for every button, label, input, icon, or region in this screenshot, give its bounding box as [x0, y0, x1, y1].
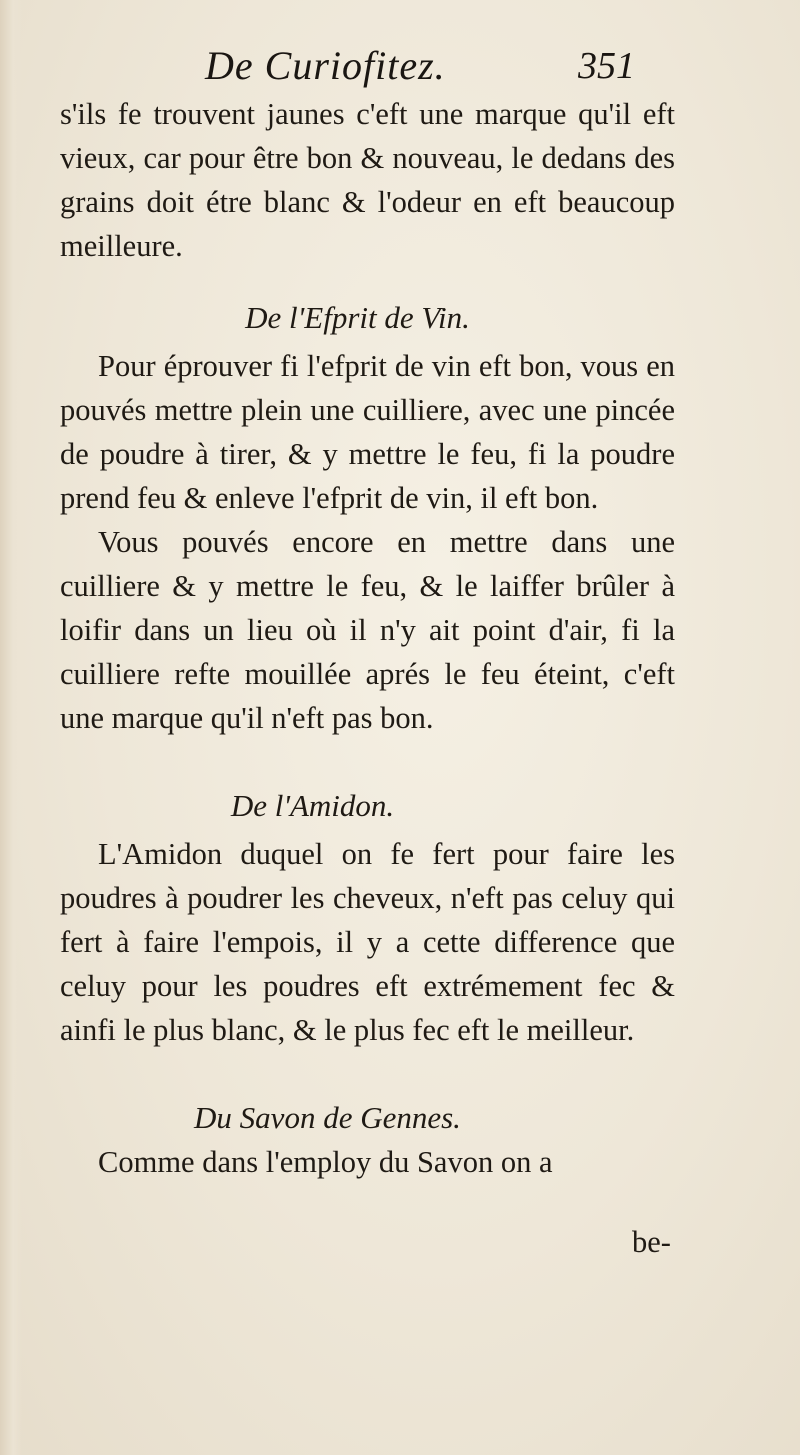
page-number: 351 [578, 45, 635, 87]
paragraph-continuation: s'ils fe trouvent jaunes c'eft une marque qu'il eft vieux, car pour être bon & nouveau, le dedans des grains doit étre blanc & l'odeur en eft beaucoup meilleure. [60, 97, 675, 263]
catchword: be- [632, 1225, 671, 1259]
running-title: De Curiofitez. [205, 43, 446, 88]
section-heading-savon-de-gennes: Du Savon de Gennes. [194, 1100, 461, 1135]
paragraph-amidon: L'Amidon duquel on fe fert pour faire les poudres à poudrer les cheveux, n'eft pas celuy qui fert à faire l'empois, il y a cette difference que celuy pour les poudres eft extrémement fec & ainfi le plus blanc, & le plus fec eft le meilleur. [60, 837, 675, 1047]
paragraph-esprit-test-2: Vous pouvés encore en mettre dans une cuilliere & y mettre le feu, & le laiffer brûler à loifir dans un lieu où il n'y ait point d'air, fi la cuilliere refte mouillée aprés le feu éteint, c'eft une marque qu'il n'eft pas bon. [60, 525, 675, 735]
section-heading-amidon: De l'Amidon. [230, 788, 395, 823]
paragraph-savon: Comme dans l'employ du Savon on a [98, 1145, 553, 1179]
paragraph-esprit-test-1: Pour éprouver fi l'efprit de vin eft bon, vous en pouvés mettre plein une cuilliere, avec une pincée de poudre à tirer, & y mettre le feu, fi la poudre prend feu & enleve l'efprit de vin, il eft bon. [60, 349, 675, 515]
page-body [60, 92, 675, 1184]
section-heading-esprit-de-vin: De l'Efprit de Vin. [245, 300, 470, 335]
page-gutter-shadow [0, 0, 22, 1455]
